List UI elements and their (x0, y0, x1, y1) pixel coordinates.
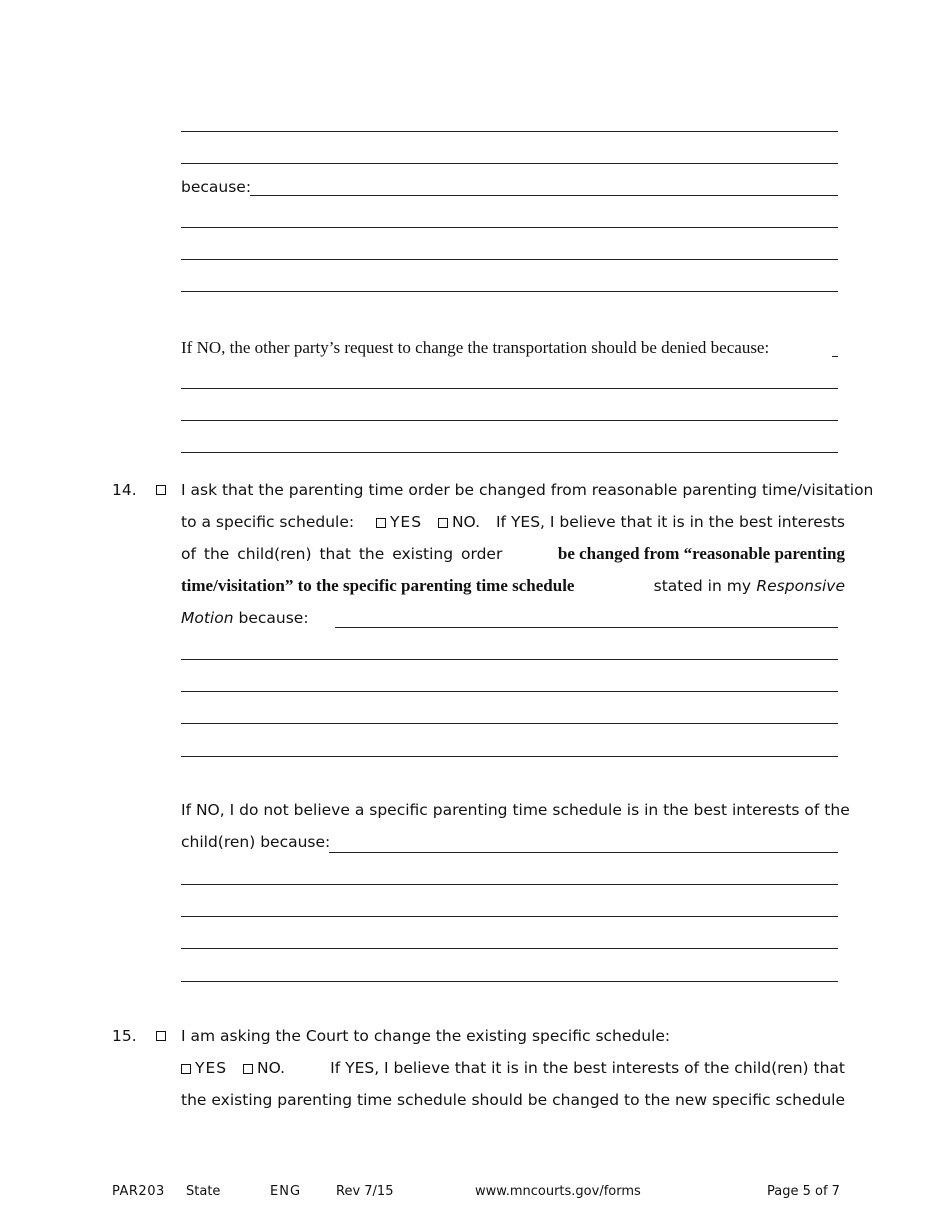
item14-yes-checkbox[interactable] (376, 518, 386, 528)
item15-line1: I am asking the Court to change the existing specific schedule: (181, 1027, 671, 1045)
footer-jurisdiction: State (186, 1184, 221, 1199)
answer-line[interactable] (181, 388, 838, 389)
footer-language: ENG (270, 1184, 302, 1199)
answer-line[interactable] (181, 227, 838, 228)
answer-line[interactable] (181, 691, 838, 692)
item15-line3: the existing parenting time schedule should be changed to the new specific schedule (181, 1091, 845, 1109)
footer-website[interactable]: www.mncourts.gov/forms (475, 1184, 641, 1199)
item-number: 14. (112, 481, 137, 499)
answer-line[interactable] (181, 659, 838, 660)
because-label: because: (181, 178, 252, 196)
answer-line[interactable] (329, 852, 838, 853)
item14-line2: to a specific schedule: YES NO. If YES, I believe that it is in the best interests (181, 513, 845, 531)
answer-line[interactable] (181, 291, 838, 292)
item14-line3: of the child(ren) that the existing order be changed from “reasonable parenting (181, 544, 845, 563)
item15-yes-checkbox[interactable] (181, 1064, 191, 1074)
answer-line[interactable] (181, 259, 838, 260)
item14-if-no-line2: child(ren) because: (181, 833, 331, 851)
answer-line[interactable] (181, 756, 838, 757)
answer-line[interactable] (181, 948, 838, 949)
footer-form-id: PAR203 (112, 1184, 165, 1199)
item15-no-label: NO. (256, 1059, 286, 1077)
item14-line4: time/visitation” to the specific parenting time schedule stated in my Responsive (181, 576, 845, 595)
answer-line[interactable] (250, 195, 838, 196)
footer-revision: Rev 7/15 (336, 1184, 394, 1199)
item15-checkbox[interactable] (156, 1031, 166, 1041)
item15-no-checkbox[interactable] (243, 1064, 253, 1074)
item-number: 15. (112, 1027, 137, 1045)
item15-yes-label: YES (195, 1059, 228, 1077)
footer-page-number: Page 5 of 7 (767, 1184, 840, 1199)
answer-line[interactable] (181, 163, 838, 164)
answer-line[interactable] (181, 723, 838, 724)
item14-no-label: NO. (451, 513, 481, 531)
answer-line[interactable] (832, 356, 838, 357)
item14-line5: Motion because: (181, 609, 309, 627)
item14-yes-label: YES (389, 513, 423, 531)
item14-line1: I ask that the parenting time order be changed from reasonable parenting time/visitation (181, 481, 874, 499)
item15-line2: YES NO. If YES, I believe that it is in the best interests of the child(ren) that (181, 1058, 845, 1078)
answer-line[interactable] (335, 627, 838, 628)
answer-line[interactable] (181, 981, 838, 982)
answer-line[interactable] (181, 884, 838, 885)
answer-line[interactable] (181, 916, 838, 917)
item14-no-checkbox[interactable] (438, 518, 448, 528)
answer-line[interactable] (181, 131, 838, 132)
answer-line[interactable] (181, 420, 838, 421)
answer-line[interactable] (181, 452, 838, 453)
transportation-if-no-text: If NO, the other party’s request to change the transportation should be denied because: (181, 338, 770, 357)
item14-checkbox[interactable] (156, 485, 166, 495)
item14-if-no-line1: If NO, I do not believe a specific parenting time schedule is in the best interests of the (181, 801, 850, 819)
